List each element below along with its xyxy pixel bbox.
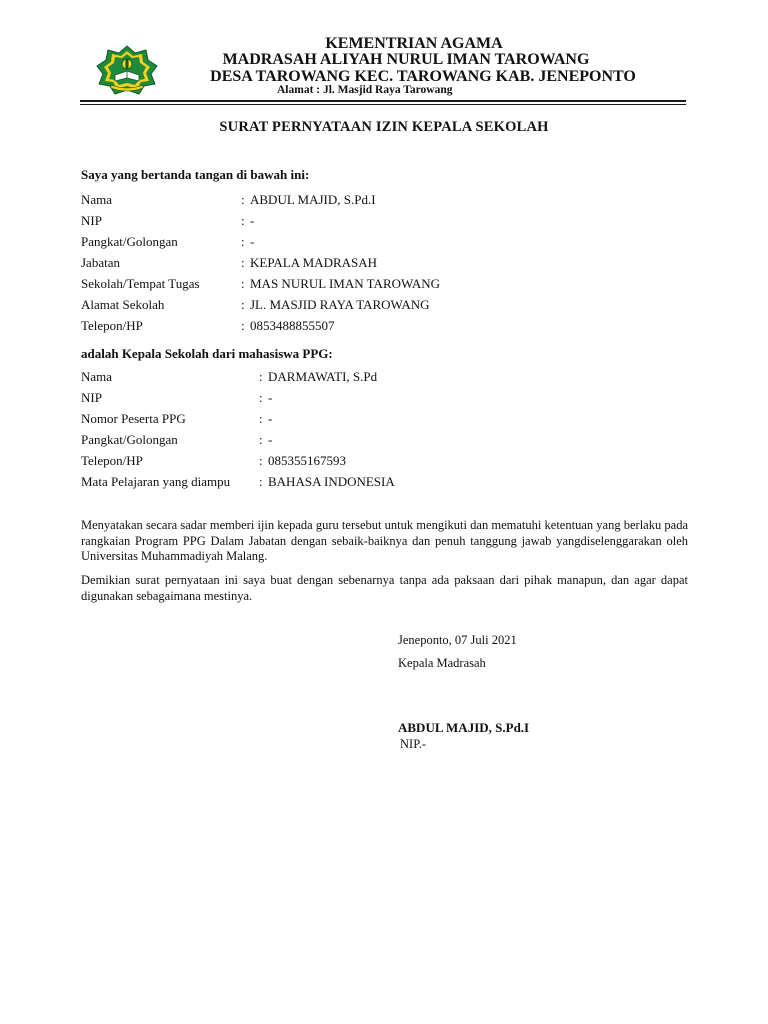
field-value: BAHASA INDONESIA: [268, 474, 395, 489]
field-value: -: [268, 411, 273, 426]
document-title: SURAT PERNYATAAN IZIN KEPALA SEKOLAH: [219, 119, 549, 135]
letterhead-divider-thick: [80, 100, 686, 102]
field-row-telepon: [81, 318, 701, 339]
field-separator: :: [241, 213, 245, 228]
ministry-name: KEMENTRIAN AGAMA: [325, 35, 503, 52]
field-row-nama: [81, 192, 701, 213]
field-separator: :: [241, 192, 245, 207]
student-details: [81, 369, 701, 495]
field-separator: :: [241, 234, 245, 249]
field-label: Nomor Peserta PPG: [81, 411, 186, 426]
signer-nip: NIP.-: [400, 737, 427, 751]
field-value: 085355167593: [268, 453, 346, 468]
field-label: Sekolah/Tempat Tugas: [81, 276, 200, 291]
section2-intro: adalah Kepala Sekolah dari mahasiswa PPG:: [81, 346, 333, 361]
field-separator: :: [259, 474, 263, 489]
letterhead-divider-thin: [80, 104, 686, 105]
field-value: MAS NURUL IMAN TAROWANG: [250, 276, 440, 291]
field-separator: :: [241, 297, 245, 312]
field-value: JL. MASJID RAYA TAROWANG: [250, 297, 430, 312]
field-value: -: [268, 390, 273, 405]
school-location: DESA TAROWANG KEC. TAROWANG KAB. JENEPONTO: [210, 68, 636, 85]
field-label: Nama: [81, 192, 113, 207]
field-separator: :: [259, 369, 263, 384]
field-value: DARMAWATI, S.Pd: [268, 369, 378, 384]
field-separator: :: [259, 390, 263, 405]
field-row-nomor-peserta: [81, 411, 701, 432]
field-separator: :: [259, 453, 263, 468]
field-row-nip: [81, 390, 701, 411]
field-row-alamat: [81, 297, 701, 318]
field-label: Mata Pelajaran yang diampu: [81, 474, 231, 489]
section1-intro: Saya yang bertanda tangan di bawah ini:: [81, 167, 310, 182]
field-value: KEPALA MADRASAH: [250, 255, 378, 270]
field-row-telepon: [81, 453, 701, 474]
field-label: Nama: [81, 369, 113, 384]
field-label: Pangkat/Golongan: [81, 432, 178, 447]
field-separator: :: [241, 318, 245, 333]
field-row-sekolah: [81, 276, 701, 297]
field-label: Telepon/HP: [81, 453, 143, 468]
field-value: 0853488855507: [250, 318, 335, 333]
field-separator: :: [241, 276, 245, 291]
field-label: NIP: [81, 390, 102, 405]
field-label: Telepon/HP: [81, 318, 143, 333]
field-separator: :: [241, 255, 245, 270]
field-label: NIP: [81, 213, 102, 228]
field-row-nama: [81, 369, 701, 390]
field-label: Alamat Sekolah: [81, 297, 165, 312]
field-row-jabatan: [81, 255, 701, 276]
field-row-pangkat: [81, 432, 701, 453]
school-address: Alamat : Jl. Masjid Raya Tarowang: [277, 84, 453, 96]
field-row-pangkat: [81, 234, 701, 255]
field-separator: :: [259, 411, 263, 426]
field-value: ABDUL MAJID, S.Pd.I: [250, 192, 376, 207]
statement-paragraph: Menyatakan secara sadar memberi ijin kepada guru tersebut untuk mengikuti dan mematuhi ketentuan yang berlaku pada rangkaian Program PPG Dalam Jabatan dengan sebaik-baiknya dan penuh tanggung jawab yangdiselenggarakan oleh Universitas Muhammadiyah Malang.: [81, 518, 688, 563]
field-separator: :: [259, 432, 263, 447]
field-row-mapel: [81, 474, 701, 495]
field-value: -: [250, 234, 255, 249]
signer-role: Kepala Madrasah: [398, 656, 486, 670]
field-label: Jabatan: [81, 255, 120, 270]
signer-name: ABDUL MAJID, S.Pd.I: [398, 720, 530, 735]
field-value: -: [268, 432, 273, 447]
school-name: MADRASAH ALIYAH NURUL IMAN TAROWANG: [222, 51, 590, 68]
place-date: Jeneponto, 07 Juli 2021: [398, 633, 517, 647]
field-row-nip: [81, 213, 701, 234]
field-label: Pangkat/Golongan: [81, 234, 178, 249]
closing-paragraph: Demikian surat pernyataan ini saya buat dengan sebenarnya tanpa ada paksaan dari pihak manapun, dan agar dapat digunakan sebagaimana mestinya.: [81, 573, 688, 603]
principal-details: [81, 192, 701, 339]
field-value: -: [250, 213, 255, 228]
